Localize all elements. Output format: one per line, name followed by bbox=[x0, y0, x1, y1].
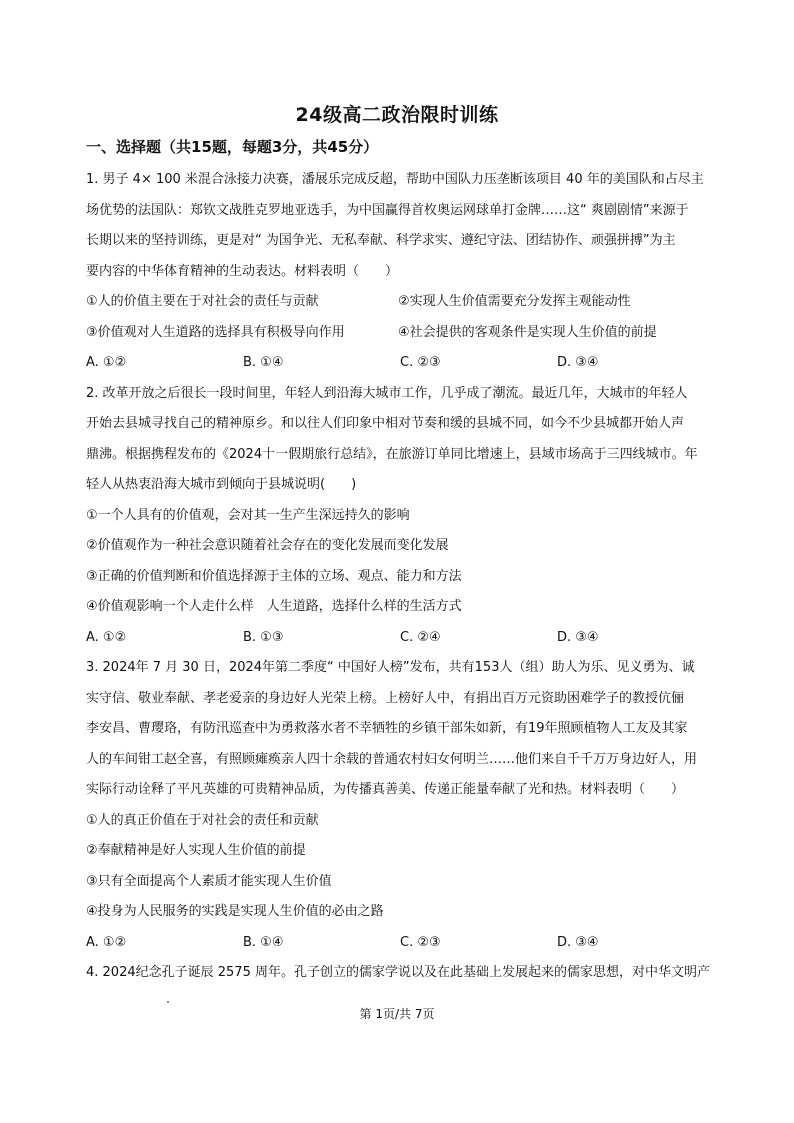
question-stem-line: 4. 2024纪念孔子诞辰 2575 周年。孔子创立的儒家学说以及在此基础上发展起来的儒家思想，对中华文明产 bbox=[86, 965, 710, 980]
statement: ①人的真正价值在于对社会的责任和贡献 bbox=[86, 812, 319, 828]
statement: ③价值观对人生道路的选择具有积极导向作用 bbox=[86, 324, 345, 340]
option-d: D. ③④ bbox=[557, 629, 599, 645]
section-heading: 一、选择题（共15题，每题3分，共45分） bbox=[86, 138, 379, 156]
option-d: D. ③④ bbox=[557, 934, 599, 950]
option-c: C. ②④ bbox=[400, 629, 441, 645]
page-title: 24级高二政治限时训练 bbox=[295, 104, 499, 126]
option-b: B. ①③ bbox=[243, 629, 284, 645]
statement: ③正确的价值判断和价值选择源于主体的立场、观点、能力和方法 bbox=[86, 568, 462, 584]
question-stem-line: 轻人从热衷沿海大城市到倾向于县城说明( ) bbox=[86, 477, 357, 492]
statement: ②奉献精神是好人实现人生价值的前提 bbox=[86, 843, 306, 858]
options-row bbox=[86, 928, 716, 959]
statement: ②实现人生价值需要充分发挥主观能动性 bbox=[398, 294, 631, 309]
question-stem-line: 鼎沸。根据携程发布的《2024十一假期旅行总结》，在旅游订单同比增速上，县域市场高于三四线城市。年 bbox=[86, 446, 698, 462]
question-stem-line: 实际行动诠释了平凡英雄的可贵精神品质，为传播真善美、传递正能量奉献了光和热。材料表明（ ） bbox=[86, 782, 685, 797]
statement: ③只有全面提高个人素质才能实现人生价值 bbox=[86, 873, 332, 889]
option-a: A. ①② bbox=[86, 629, 127, 645]
question-stem-line: 开始去县城寻找自己的精神原乡。和以往人们印象中相对节奏和缓的县城不同，如今不少县城都开始人声 bbox=[86, 416, 685, 431]
option-b: B. ①④ bbox=[243, 934, 284, 950]
question-list bbox=[86, 165, 716, 989]
stray-mark bbox=[167, 1001, 169, 1003]
statement-row bbox=[86, 287, 716, 318]
question-stem-line: 场优势的法国队：郑钦文战胜克罗地亚选手，为中国赢得首枚奥运网球单打金牌……这“ 爽剧剧情”来源于 bbox=[86, 202, 689, 218]
statement: ④社会提供的客观条件是实现人生价值的前提 bbox=[398, 324, 657, 340]
question-4 bbox=[86, 958, 716, 989]
question-stem-line: 长期以来的坚持训练，更是对“ 为国争光、无私奉献、科学求实、遵纪守法、团结协作、顽强拼搏”为主 bbox=[86, 233, 676, 248]
option-a: A. ①② bbox=[86, 355, 127, 370]
page-footer: 第 1页/共 7页 bbox=[359, 1007, 435, 1021]
question-stem-line: 1. 男子 4× 100 米混合泳接力决赛，潘展乐完成反超，帮助中国队力压垄断该项目 40 年的美国队和占尽主 bbox=[86, 172, 704, 187]
statement: ②价值观作为一种社会意识随着社会存在的变化发展而变化发展 bbox=[86, 538, 449, 553]
option-b: B. ①④ bbox=[243, 355, 284, 370]
question-stem-line: 人的车间钳工赵全喜，有照顾瘫痪亲人四十余载的普通农村妇女何明兰……他们来自千千万万身边好人，用 bbox=[86, 751, 698, 767]
statement: ①人的价值主要在于对社会的责任与贡献 bbox=[86, 294, 319, 309]
question-1 bbox=[86, 165, 716, 379]
question-3 bbox=[86, 653, 716, 958]
statement-row bbox=[86, 318, 716, 349]
question-stem-line: 李安昌、曹璎珞，有防汛巡查中为勇救落水者不幸牺牲的乡镇干部朱如新，有19年照顾植物人工友及其家 bbox=[86, 721, 688, 736]
statement: ④价值观影响一个人走什么样 人生道路，选择什么样的生活方式 bbox=[86, 599, 462, 614]
question-stem-line: 2. 改革开放之后很长一段时间里，年轻人到沿海大城市工作，几乎成了潮流。最近几年，大城市的年轻人 bbox=[86, 385, 688, 401]
question-2 bbox=[86, 379, 716, 654]
option-d: D. ③④ bbox=[557, 355, 599, 370]
option-c: C. ②③ bbox=[400, 355, 441, 370]
question-stem-line: 实守信、敬业奉献、孝老爱亲的身边好人光荣上榜。上榜好人中，有捐出百万元资助困难学子的教授伉俪 bbox=[86, 690, 685, 706]
options-row bbox=[86, 623, 716, 654]
statement: ①一个人具有的价值观，会对其一生产生深远持久的影响 bbox=[86, 507, 410, 523]
option-c: C. ②③ bbox=[400, 934, 441, 950]
options-row bbox=[86, 348, 716, 379]
option-a: A. ①② bbox=[86, 934, 127, 950]
question-stem-line: 3. 2024年 7 月 30 日，2024年第二季度“ 中国好人榜”发布，共有153人（组）助人为乐、见义勇为、诚 bbox=[86, 660, 695, 675]
statement: ④投身为人民服务的实践是实现人生价值的必由之路 bbox=[86, 904, 384, 919]
question-stem-line: 要内容的中华体育精神的生动表达。材料表明（ ） bbox=[86, 263, 399, 279]
